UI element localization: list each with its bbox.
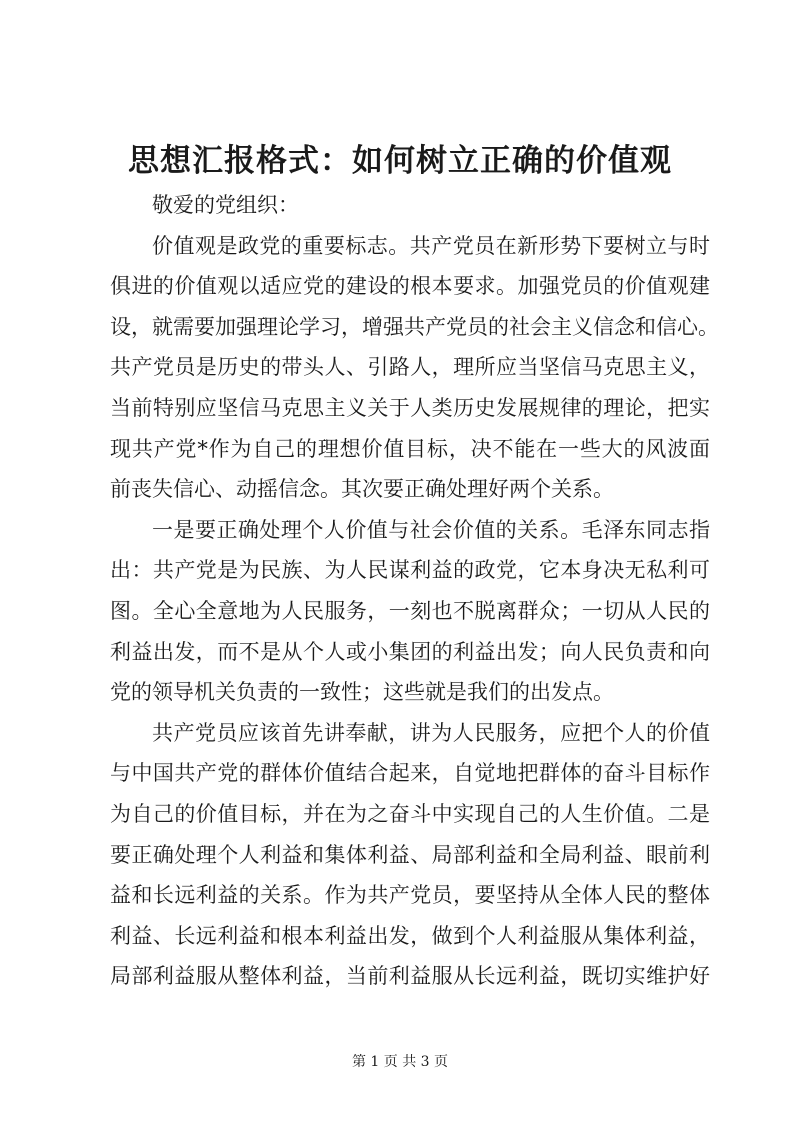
paragraph-line: 要正确处理个人利益和集体利益、局部利益和全局利益、眼前利 [110, 842, 710, 867]
paragraph-line: 前丧失信心、动摇信念。其次要正确处理好两个关系。 [110, 477, 614, 502]
page-footer: 第 1 页 共 3 页 [351, 1054, 449, 1070]
paragraph-3 [110, 713, 710, 997]
paragraph-line: 一是要正确处理个人价值与社会价值的关系。毛泽东同志指 [152, 517, 710, 542]
paragraph-line: 设，就需要加强理论学习，增强共产党员的社会主义信念和信心。 [110, 314, 719, 339]
paragraph-line: 图。全心全意地为人民服务，一刻也不脱离群众；一切从人民的 [110, 598, 710, 623]
paragraph-line: 当前特别应坚信马克思主义关于人类历史发展规律的理论，把实 [110, 395, 710, 420]
paragraph-2 [110, 510, 710, 713]
paragraph-line: 俱进的价值观以适应党的建设的根本要求。加强党员的价值观建 [110, 274, 710, 299]
paragraph-line: 共产党员应该首先讲奉献，讲为人民服务，应把个人的价值 [152, 720, 710, 745]
paragraph-line: 现共产党*作为自己的理想价值目标，决不能在一些大的风波面 [110, 436, 710, 461]
paragraph-line: 局部利益服从整体利益，当前利益服从长远利益，既切实维护好 [110, 964, 710, 989]
document-body [110, 185, 719, 997]
document-title: 思想汇报格式：如何树立正确的价值观 [128, 143, 672, 179]
paragraph-line: 共产党员是历史的带头人、引路人，理所应当坚信马克思主义， [110, 355, 710, 380]
paragraph-1 [110, 226, 719, 510]
paragraph-line: 与中国共产党的群体价值结合起来，自觉地把群体的奋斗目标作 [110, 761, 710, 786]
paragraph-line: 价值观是政党的重要标志。共产党员在新形势下要树立与时 [152, 233, 710, 258]
paragraph-line: 益和长远利益的关系。作为共产党员，要坚持从全体人民的整体 [110, 883, 710, 908]
paragraph-line: 出：共产党是为民族、为人民谋利益的政党，它本身决无私利可 [110, 558, 710, 583]
paragraph-line: 利益、长远利益和根本利益出发，做到个人利益服从集体利益， [110, 923, 710, 948]
paragraph-line: 为自己的价值目标，并在为之奋斗中实现自己的人生价值。二是 [110, 801, 710, 826]
paragraph-line: 利益出发，而不是从个人或小集团的利益出发；向人民负责和向 [110, 639, 710, 664]
paragraph-line: 党的领导机关负责的一致性；这些就是我们的出发点。 [110, 680, 614, 705]
salutation: 敬爱的党组织： [152, 193, 299, 217]
